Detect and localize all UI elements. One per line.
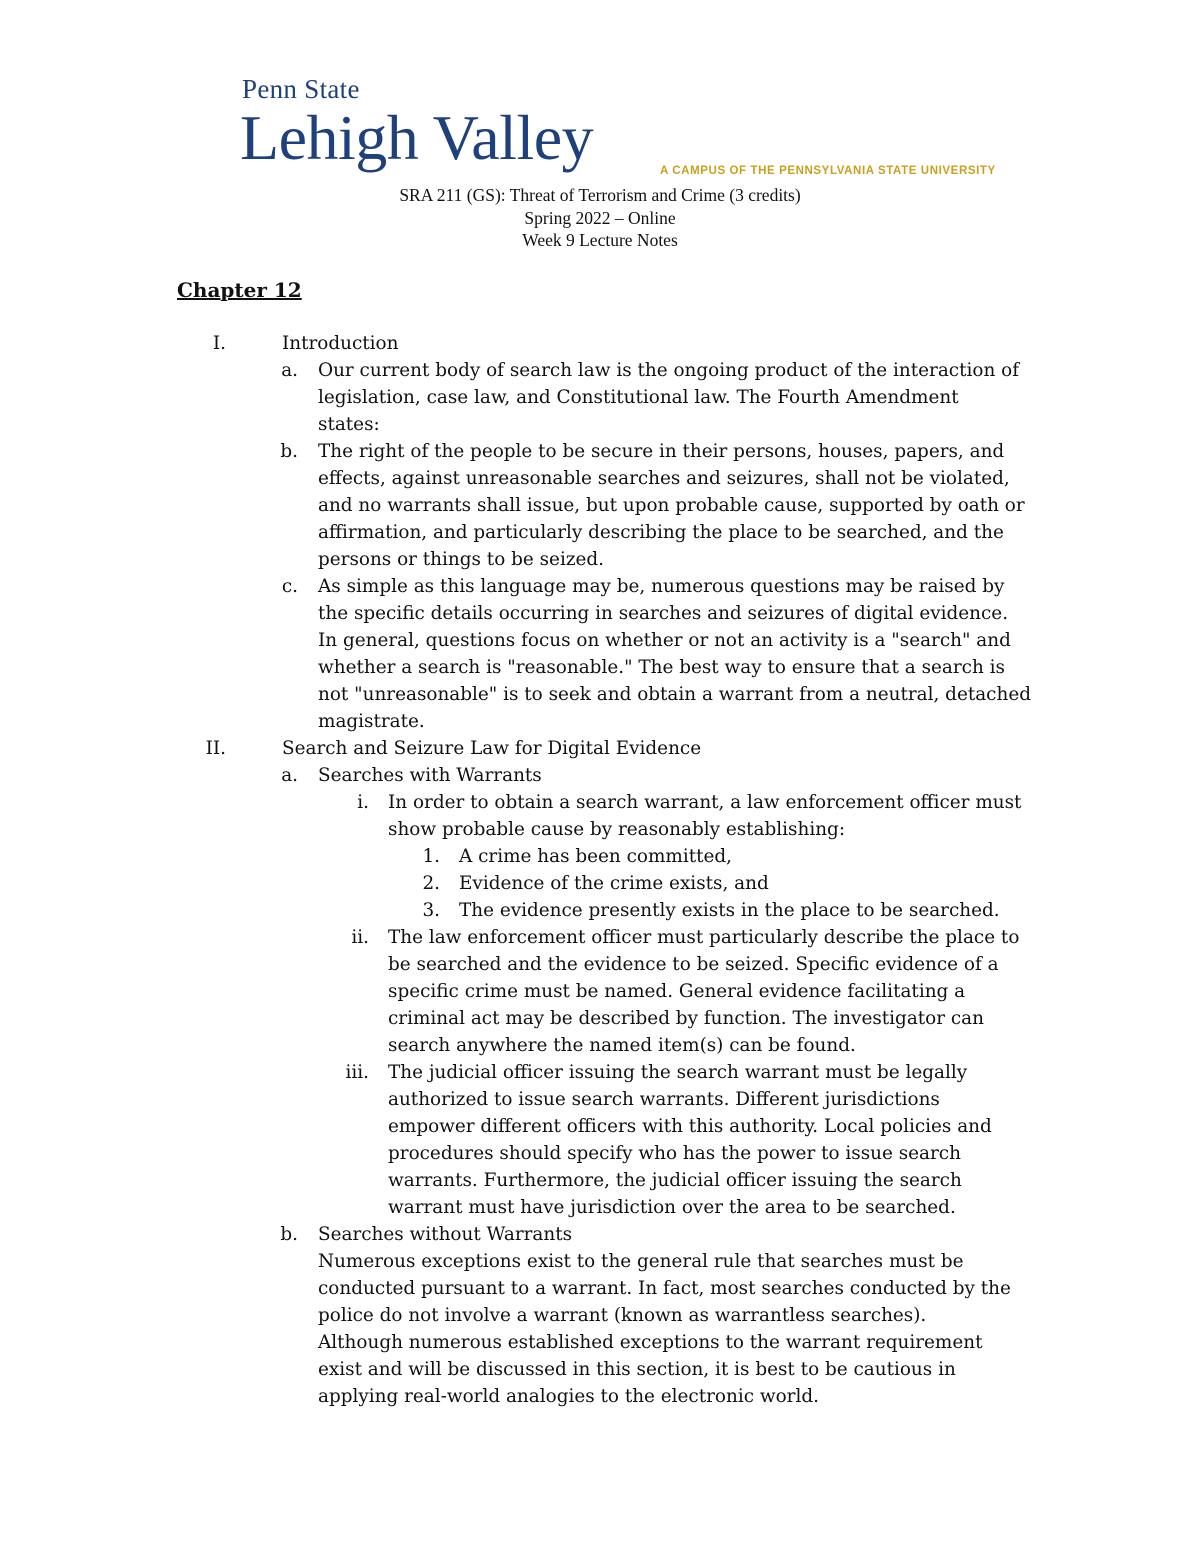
outline-item-text: and no warrants shall issue, but upon probable cause, supported by oath or <box>318 495 1025 516</box>
outline-item-text: conducted pursuant to a warrant. In fact, most searches conducted by the <box>318 1278 1011 1299</box>
outline-subitem <box>0 1086 1200 1113</box>
outline-item <box>0 1248 1200 1275</box>
outline-item <box>0 1329 1200 1356</box>
outline-item-marker: b. <box>280 441 298 462</box>
outline-subitem <box>0 816 1200 843</box>
outline-item-text: not "unreasonable" is to seek and obtain a warrant from a neutral, detached <box>318 684 1031 705</box>
numbered-item-text: A crime has been committed, <box>459 846 733 867</box>
numbered-item-marker: 3. <box>422 900 440 921</box>
outline-item <box>0 1383 1200 1410</box>
outline-item <box>0 465 1200 492</box>
outline-item-text: the specific details occurring in searches and seizures of digital evidence. <box>318 603 1009 624</box>
outline-subitem-text: empower different officers with this authority. Local policies and <box>388 1116 992 1137</box>
outline-subitem-text: search anywhere the named item(s) can be found. <box>388 1035 856 1056</box>
outline-item <box>0 1302 1200 1329</box>
lecture-notes-title: Week 9 Lecture Notes <box>522 230 678 250</box>
outline-subitem-text: show probable cause by reasonably establishing: <box>388 819 846 840</box>
numbered-item-marker: 2. <box>422 873 440 894</box>
course-term: Spring 2022 – Online <box>524 207 676 228</box>
outline-subitem <box>0 1140 1200 1167</box>
outline-subitem <box>0 1194 1200 1221</box>
numbered-item <box>0 870 1200 897</box>
outline-item-text: whether a search is "reasonable." The best way to ensure that a search is <box>318 657 1005 678</box>
outline-item <box>0 546 1200 573</box>
outline-item-text: states: <box>318 414 380 435</box>
outline-subitem <box>0 789 1200 816</box>
outline-subitem <box>0 951 1200 978</box>
outline-item <box>0 357 1200 384</box>
outline-item <box>0 573 1200 600</box>
outline-item-text: Numerous exceptions exist to the general rule that searches must be <box>318 1251 964 1272</box>
numbered-item <box>0 843 1200 870</box>
outline-item <box>0 384 1200 411</box>
outline-item-marker: c. <box>281 576 298 597</box>
outline-item <box>0 411 1200 438</box>
logo-tagline: A CAMPUS OF THE PENNSYLVANIA STATE UNIVERSITY <box>660 165 996 177</box>
outline-item-text: effects, against unreasonable searches and seizures, shall not be violated, <box>318 468 1010 489</box>
outline-item-marker: b. <box>280 1224 298 1245</box>
outline-item <box>0 1275 1200 1302</box>
section-heading-marker: I. <box>212 333 226 354</box>
outline-item-marker: a. <box>281 765 298 786</box>
outline-subitem <box>0 1005 1200 1032</box>
outline-subitem-marker: ii. <box>351 927 369 948</box>
outline-body <box>0 330 1200 1410</box>
outline-item-text: Searches with Warrants <box>318 765 542 786</box>
numbered-item-text: Evidence of the crime exists, and <box>459 873 769 894</box>
outline-item <box>0 1356 1200 1383</box>
outline-subitem <box>0 978 1200 1005</box>
outline-item-text: The right of the people to be secure in their persons, houses, papers, and <box>318 441 1005 462</box>
outline-item <box>0 708 1200 735</box>
outline-subitem-text: authorized to issue search warrants. Different jurisdictions <box>388 1089 940 1110</box>
outline-item-text: exist and will be discussed in this section, it is best to be cautious in <box>318 1359 956 1380</box>
outline-item <box>0 1221 1200 1248</box>
outline-subitem-marker: i. <box>357 792 369 813</box>
outline-subitem <box>0 1059 1200 1086</box>
outline-subitem-text: warrants. Furthermore, the judicial officer issuing the search <box>388 1170 962 1191</box>
outline-item-text: Although numerous established exceptions to the warrant requirement <box>318 1332 983 1353</box>
campus-logo <box>240 72 1020 182</box>
outline-subitem-text: In order to obtain a search warrant, a law enforcement officer must <box>388 792 1022 813</box>
outline-item-marker: a. <box>281 360 298 381</box>
outline-item-text: In general, questions focus on whether or not an activity is a "search" and <box>318 630 1011 651</box>
outline-subitem <box>0 924 1200 951</box>
outline-subitem-text: warrant must have jurisdiction over the area to be searched. <box>388 1197 956 1218</box>
outline-item <box>0 762 1200 789</box>
outline-subitem-text: The law enforcement officer must particularly describe the place to <box>388 927 1020 948</box>
chapter-title: Chapter 12 <box>177 278 302 302</box>
outline-subitem-text: The judicial officer issuing the search warrant must be legally <box>388 1062 968 1083</box>
outline-subitem-text: criminal act may be described by function. The investigator can <box>388 1008 984 1029</box>
section-heading-text: Search and Seizure Law for Digital Evidence <box>282 738 702 759</box>
logo-lehigh-valley: Lehigh Valley <box>240 102 594 173</box>
outline-item-text: As simple as this language may be, numerous questions may be raised by <box>318 576 1005 597</box>
numbered-item-text: The evidence presently exists in the place to be searched. <box>459 900 1000 921</box>
outline-item <box>0 627 1200 654</box>
outline-item <box>0 600 1200 627</box>
outline-subitem-text: be searched and the evidence to be seized. Specific evidence of a <box>388 954 999 975</box>
section-heading <box>0 735 1200 762</box>
outline-item-text: police do not involve a warrant (known as warrantless searches). <box>318 1305 927 1326</box>
outline-item <box>0 519 1200 546</box>
outline-subitem-text: procedures should specify who has the power to issue search <box>388 1143 961 1164</box>
outline-item-text: applying real-world analogies to the electronic world. <box>318 1386 819 1407</box>
course-title: SRA 211 (GS): Threat of Terrorism and Crime (3 credits) <box>399 185 801 205</box>
outline-item-text: affirmation, and particularly describing the place to be searched, and the <box>318 522 1004 543</box>
outline-item-text: magistrate. <box>318 711 425 732</box>
outline-item-text: Our current body of search law is the ongoing product of the interaction of <box>318 360 1020 381</box>
section-heading <box>0 330 1200 357</box>
logo-penn-state: Penn State <box>242 74 360 104</box>
section-heading-text: Introduction <box>282 333 399 354</box>
outline-subitem <box>0 1113 1200 1140</box>
numbered-item-marker: 1. <box>422 846 440 867</box>
outline-subitem-text: specific crime must be named. General evidence facilitating a <box>388 981 966 1002</box>
section-heading-marker: II. <box>205 738 226 759</box>
outline-item <box>0 654 1200 681</box>
course-header <box>300 184 900 252</box>
outline-item-text: Searches without Warrants <box>318 1224 573 1245</box>
numbered-item <box>0 897 1200 924</box>
outline-subitem <box>0 1032 1200 1059</box>
outline-item-text: legislation, case law, and Constitutional law. The Fourth Amendment <box>318 387 959 408</box>
outline-subitem-marker: iii. <box>345 1062 369 1083</box>
outline-item <box>0 438 1200 465</box>
outline-item <box>0 492 1200 519</box>
outline-item-text: persons or things to be seized. <box>318 549 605 570</box>
outline-subitem <box>0 1167 1200 1194</box>
outline-item <box>0 681 1200 708</box>
